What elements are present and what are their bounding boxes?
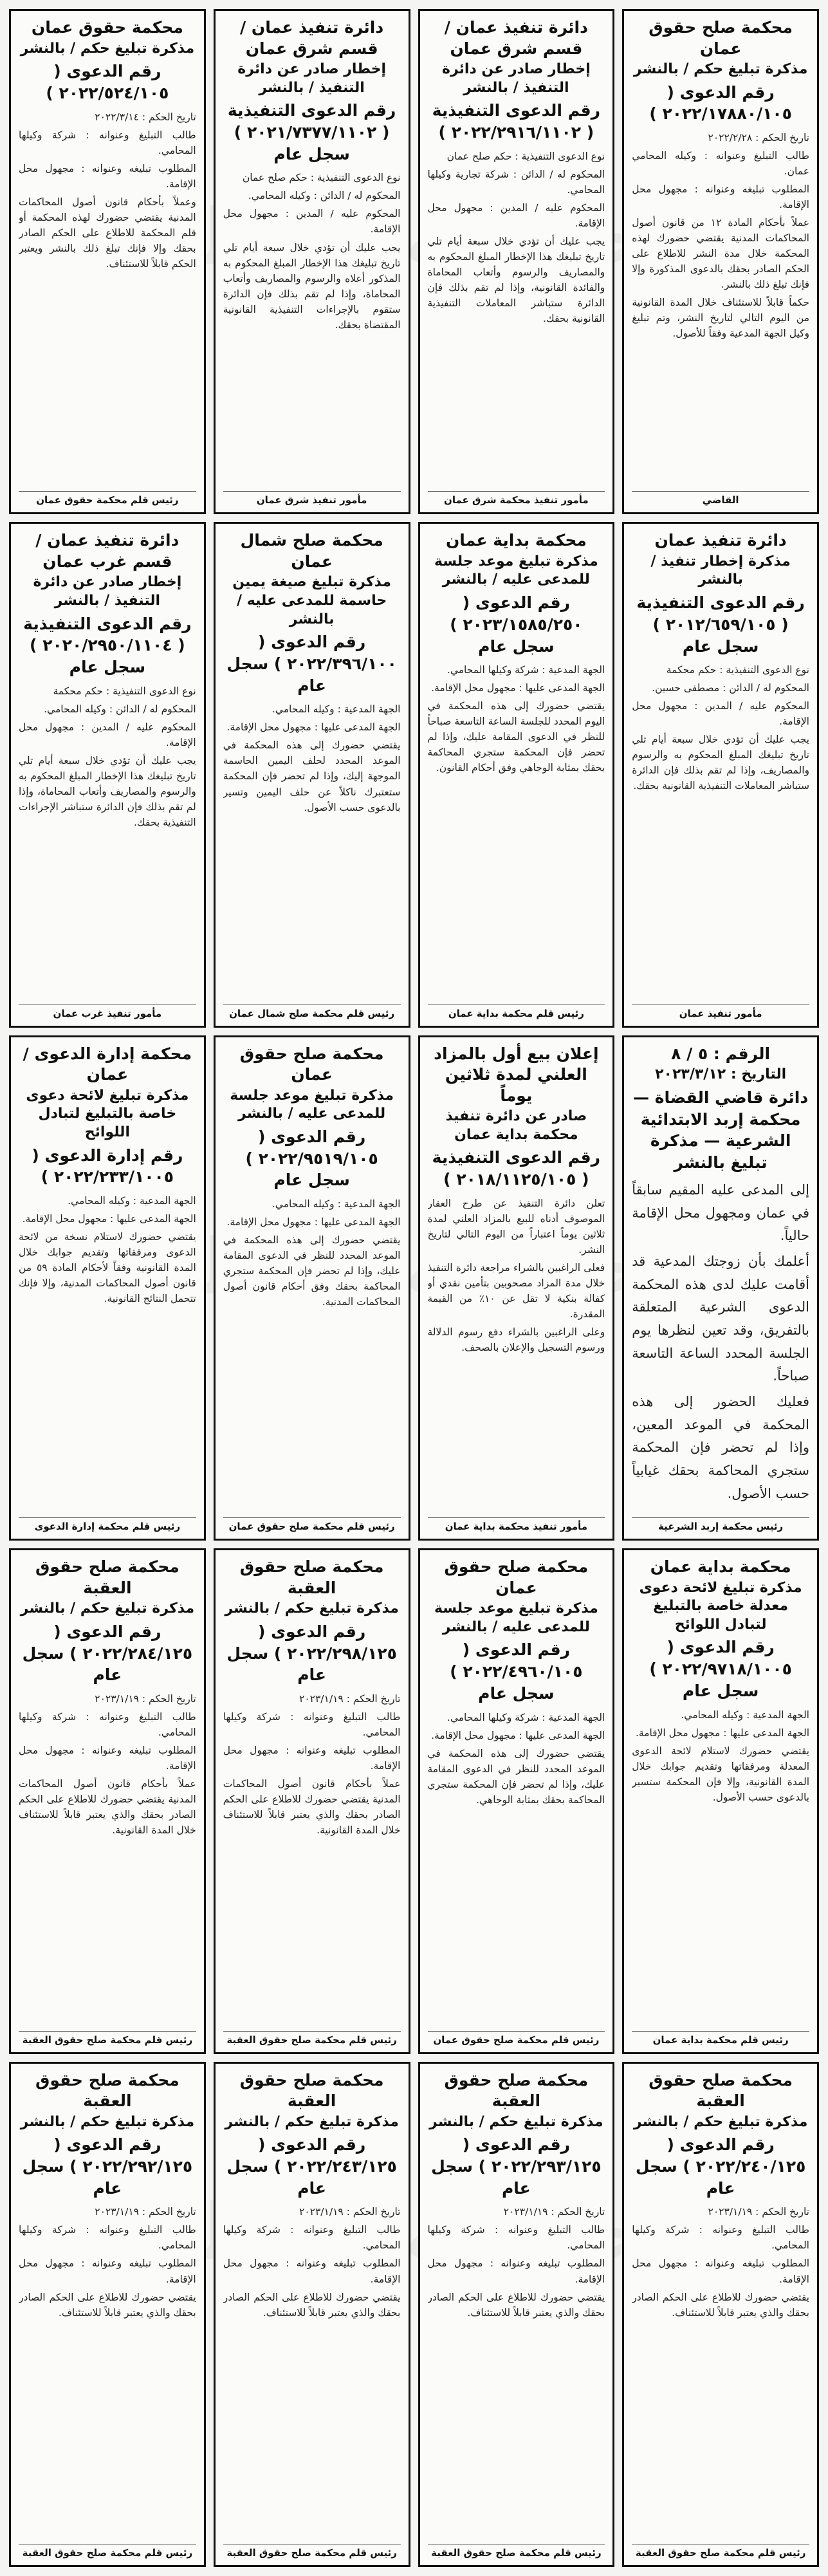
notice-kind: مذكرة تبليغ حكم / بالنشر <box>20 1600 195 1617</box>
notice-paragraph: عملاً بأحكام المادة ١٢ من قانون أصول المحاكمات المدنية يقتضي حضورك لهذه المحكمة خلال مدة النشر للاطلاع على الحكم الصادر بحقك بالدعوى المذكورة وإلا فإنك تبلغ ذلك بالنشر. <box>632 217 809 291</box>
notice-paragraph: تاريخ الحكم : ٢٠٢٣/١/١٩ <box>95 1693 196 1705</box>
notice-paragraph: يجب عليك أن تؤدي خلال سبعة أيام تلي تاريخ تبليغك هذا الإخطار المبلغ المحكوم به والرسوم والمصاريف وأتعاب المحاماة، وإذا لم تقم بذلك فإن الدائرة ستباشر الإجراءات التنفيذية بحقك. <box>19 754 196 828</box>
notice-court: محكمة صلح شمال عمان <box>240 531 383 571</box>
notice-body <box>19 1691 196 2027</box>
notice-case-number: رقم الدعوى ( ٢٠٢٢/٤٩٦٠/١٠٥ ) سجل عام <box>450 1640 583 1703</box>
notice-paragraph: فعلى الراغبين بالشراء مراجعة دائرة التنفيذ خلال مدة المزاد مصحوبين بتأمين نقدي أو كفالة بنكية لا تقل عن ١٠٪ من القيمة المقدرة. <box>427 1262 605 1320</box>
notice-kind: مذكرة تبليغ حكم / بالنشر <box>20 40 195 57</box>
notice-paragraph: طالب التبليغ وعنوانه : شركة وكيلها المحامي. <box>223 1711 401 1739</box>
notice-box <box>9 9 206 514</box>
notice-kind: مذكرة تبليغ صيغة يمين حاسمة للمدعى عليه / بالنشر <box>232 574 392 627</box>
notice-kind: مذكرة تبليغ حكم / بالنشر <box>429 2113 603 2130</box>
notice-kind: مذكرة تبليغ حكم / بالنشر <box>225 1600 399 1617</box>
notice-case-number: رقم الدعوى التنفيذية ( ٢٠١٢/٦٥٩/١٠٥ ) سجل عام <box>636 593 805 656</box>
notice-box <box>622 1035 819 1541</box>
notice-paragraph: المطلوب تبليغه وعنوانه : مجهول محل الإقامة. <box>223 2257 401 2285</box>
notice-paragraph: فعليك الحضور إلى هذه المحكمة في الموعد المعين، وإذا لم تحضر فإن المحكمة ستجري المحاكمة بحقك غيابياً حسب الأصول. <box>632 1394 809 1501</box>
notice-signature: رئيس قلم محكمة صلح حقوق العقبة <box>428 2544 605 2559</box>
notice-signature: مأمور تنفيذ غرب عمان <box>19 1005 196 1019</box>
notice-kind: مذكرة تبليغ حكم / بالنشر <box>633 61 808 77</box>
notice-paragraph: يقتضي حضورك إلى هذه المحكمة في الموعد المحدد للنظر في الدعوى المقامة عليك، وإذا لم تحضر فإن المحكمة ستجري المحاكمة بحقك وفق أحكام قانون أصول المحاكمات المدنية. <box>223 1234 401 1308</box>
notice-case-number: رقم الدعوى التنفيذية ( ٢٠٢٠/٢٩٥٠/١١٠٤ ) سجل عام <box>23 614 192 677</box>
notice-case-number: دائرة قاضي القضاة — محكمة إربد الابتدائية الشرعية — مذكرة تبليغ بالنشر <box>633 1088 809 1172</box>
notice-paragraph: طالب التبليغ وعنوانه : شركة وكيلها المحامي. <box>223 2224 401 2252</box>
notice-case-number: رقم الدعوى ( ٢٠٢٢/١٧٨٨٠/١٠٥ ) <box>649 82 792 124</box>
notice-court: محكمة صلح حقوق العقبة <box>239 1557 384 1597</box>
notice-body <box>632 1179 809 1514</box>
notice-box <box>9 1035 206 1541</box>
notice-box <box>214 2062 410 2567</box>
notice-court: محكمة حقوق عمان <box>31 18 183 37</box>
notice-body <box>19 109 196 488</box>
notice-kind: التاريخ : ٢٠٢٣/٣/١٢ <box>655 1066 787 1083</box>
notice-court: دائرة تنفيذ عمان / قسم شرق عمان <box>240 18 384 58</box>
notice-paragraph: المطلوب تبليغه وعنوانه : مجهول محل الإقامة. <box>427 2257 605 2285</box>
notice-paragraph: يقتضي حضورك للاطلاع على الحكم الصادر بحقك والذي يعتبر قابلاً للاستئناف. <box>223 2291 401 2319</box>
notice-paragraph: يقتضي حضورك للاطلاع على الحكم الصادر بحقك والذي يعتبر قابلاً للاستئناف. <box>19 2291 196 2319</box>
notice-paragraph: تعلن دائرة التنفيذ عن طرح العقار الموصوف أدناه للبيع بالمزاد العلني لمدة ثلاثين يوماً اعتباراً من اليوم التالي لتاريخ النشر. <box>427 1197 605 1256</box>
notice-paragraph: يجب عليك أن تؤدي خلال سبعة أيام تلي تاريخ تبليغك هذا الإخطار المبلغ المحكوم به والمصاريف والرسوم وأتعاب المحاماة والفائدة القانونية، وإذا لم تقم بذلك فإن الدائرة ستباشر المعاملات التنفيذية القانونية بحقك. <box>427 235 605 324</box>
notice-court: محكمة صلح حقوق العقبة <box>444 2070 589 2111</box>
notice-signature: رئيس قلم محكمة إدارة الدعوى <box>19 1517 196 1532</box>
notice-paragraph: المطلوب تبليغه وعنوانه : مجهول محل الإقامة. <box>19 1745 196 1772</box>
notice-paragraph: طالب التبليغ وعنوانه : شركة وكيلها المحامي. <box>632 2224 809 2252</box>
notice-kind: مذكرة تبليغ حكم / بالنشر <box>20 2113 195 2130</box>
notice-body <box>428 1710 605 2027</box>
notice-paragraph: تاريخ الحكم : ٢٠٢٣/١/١٩ <box>95 2206 196 2218</box>
notice-paragraph: عملاً بأحكام قانون أصول المحاكمات المدنية يقتضي حضورك للاطلاع على الحكم الصادر بحقك والذي يعتبر قابلاً للاستئناف خلال المدة القانونية. <box>19 1778 196 1837</box>
notice-box <box>622 9 819 514</box>
notice-kind: مذكرة تبليغ لائحة دعوى خاصة بالتبليغ لتبادل اللوائح <box>26 1087 189 1140</box>
notice-signature: رئيس قلم محكمة صلح حقوق العقبة <box>632 2544 809 2559</box>
notice-paragraph: إلى المدعى عليه المقيم سابقاً في عمان ومجهول محل الإقامة حالياً. <box>632 1181 809 1244</box>
notice-case-number: رقم الدعوى ( ٢٠٢٢/٢٨٤/١٢٥ ) سجل عام <box>22 1622 193 1685</box>
notice-kind: إخطار صادر عن دائرة التنفيذ / بالنشر <box>237 61 387 96</box>
notice-box <box>418 2062 615 2567</box>
notice-kind: إخطار صادر عن دائرة التنفيذ / بالنشر <box>33 574 182 609</box>
notice-court: محكمة إدارة الدعوى / عمان <box>23 1044 192 1084</box>
notice-kind: مذكرة إخطار تنفيذ / بالنشر <box>650 553 791 588</box>
notice-case-number: رقم الدعوى ( ٢٠٢٣/١٥٨٥/٢٥٠ ) سجل عام <box>450 593 583 656</box>
notice-paragraph: تاريخ الحكم : ٢٠٢٣/١/١٩ <box>503 2206 605 2218</box>
notice-signature: مأمور تنفيذ محكمة بداية عمان <box>428 1517 605 1532</box>
notice-paragraph: الجهة المدعى عليها : مجهول محل الإقامة. <box>226 721 401 734</box>
notice-paragraph: المطلوب تبليغه وعنوانه : مجهول محل الإقامة. <box>19 162 196 190</box>
notice-court: محكمة صلح حقوق عمان <box>649 18 793 58</box>
notice-court: إعلان بيع أول بالمزاد العلني لمدة ثلاثين يوماً <box>434 1044 599 1105</box>
notice-body <box>428 1196 605 1514</box>
notice-body <box>19 683 196 1001</box>
notice-body <box>19 2204 196 2540</box>
notice-kind: مذكرة تبليغ لائحة دعوى معدلة خاصة بالتبليغ لتبادل اللوائح <box>639 1579 802 1633</box>
notice-body <box>428 149 605 488</box>
notice-paragraph: يقتضي حضورك للاطلاع على الحكم الصادر بحقك والذي يعتبر قابلاً للاستئناف. <box>427 2291 605 2319</box>
notice-paragraph: المطلوب تبليغه وعنوانه : مجهول محل الإقامة. <box>632 183 809 211</box>
notice-body <box>632 662 809 1000</box>
notice-signature: رئيس قلم محكمة بداية عمان <box>428 1005 605 1019</box>
notice-box <box>9 522 206 1027</box>
notice-paragraph: المحكوم له / الدائن : وكيله المحامي. <box>44 703 196 715</box>
notice-signature: رئيس قلم محكمة صلح حقوق العقبة <box>19 2031 196 2046</box>
notice-case-number: رقم الدعوى ( ٢٠٢٢/٣٩٦/١٠٠ ) سجل عام <box>226 633 397 695</box>
notice-signature: رئيس قلم محكمة صلح حقوق العقبة <box>223 2031 401 2046</box>
notice-paragraph: المحكوم له / الدائن : مصطفى حسين. <box>652 682 809 694</box>
notice-paragraph: تاريخ الحكم : ٢٠٢٣/١/١٩ <box>299 1693 401 1705</box>
notice-kind: إخطار صادر عن دائرة التنفيذ / بالنشر <box>441 61 591 96</box>
notice-paragraph: حكماً قابلاً للاستئناف خلال المدة القانونية من اليوم التالي لتاريخ النشر، وتم تبليغ وكيل الجهة المدعية وفقاً للأصول. <box>632 297 809 340</box>
notice-paragraph: نوع الدعوى التنفيذية : حكم صلح عمان <box>446 150 605 162</box>
notice-court: الرقم : ٥ / ٨ <box>671 1044 771 1063</box>
notice-paragraph: يقتضي حضورك لاستلام لائحة الدعوى المعدلة ومرفقاتها وتقديم جوابك خلال المدة القانونية، وإلا فإن المحكمة ستسير بالدعوى حسب الأصول. <box>632 1745 809 1803</box>
notice-body <box>428 662 605 1000</box>
notice-paragraph: تاريخ الحكم : ٢٠٢٢/٢/٢٨ <box>708 132 809 144</box>
notice-paragraph: الجهة المدعى عليها : مجهول محل الإقامة. <box>431 682 605 694</box>
notice-signature: رئيس قلم محكمة صلح شمال عمان <box>223 1005 401 1019</box>
notice-signature: مأمور تنفيذ شرق عمان <box>223 491 401 506</box>
notice-paragraph: يقتضي حضورك إلى هذه المحكمة في الموعد المحدد للنظر في الدعوى المقامة عليك، وإذا لم تحضر فإن المحكمة ستجري المحاكمة بحقك بمثابة الوجاهي. <box>427 1747 605 1806</box>
notice-paragraph: المحكوم عليه / المدين : مجهول محل الإقامة. <box>632 700 809 728</box>
notice-box <box>214 1548 410 2053</box>
notice-case-number: رقم الدعوى ( ٢٠٢٢/٢٩٨/١٢٥ ) سجل عام <box>226 1622 397 1685</box>
notice-signature: مأمور تنفيذ محكمة شرق عمان <box>428 491 605 506</box>
notice-body <box>632 130 809 487</box>
notice-paragraph: الجهة المدعية : وكيله المحامي. <box>681 1709 809 1721</box>
notice-body <box>19 1193 196 1514</box>
notice-paragraph: طالب التبليغ وعنوانه : شركة وكيلها المحامي. <box>19 129 196 156</box>
notice-kind: مذكرة تبليغ حكم / بالنشر <box>225 2113 399 2130</box>
notice-paragraph: الجهة المدعية : شركة وكيلها المحامي. <box>446 664 605 676</box>
notice-paragraph: وعملاً بأحكام قانون أصول المحاكمات المدنية يقتضي حضورك لهذه المحكمة أو قلم المحكمة للاطلاع على الحكم الصادر بحقك وإلا فإنك تبلغ ذلك بالنشر ويعتبر الحكم قابلاً للاستئناف. <box>19 196 196 270</box>
notice-paragraph: الجهة المدعى عليها : مجهول محل الإقامة. <box>635 1727 809 1739</box>
notice-paragraph: الجهة المدعى عليها : مجهول محل الإقامة. <box>22 1213 196 1225</box>
notice-box <box>418 1035 615 1541</box>
notice-court: محكمة صلح حقوق عمان <box>444 1557 589 1597</box>
notice-court: محكمة صلح حقوق العقبة <box>35 2070 179 2111</box>
notice-case-number: رقم الدعوى التنفيذية ( ٢٠٢٢/٢٩١٦/١١٠٢ ) <box>432 101 601 142</box>
notice-box <box>418 522 615 1027</box>
notice-paragraph: يقتضي حضورك إلى هذه المحكمة في الموعد المحدد لحلف اليمين الحاسمة الموجهة إليك، وإذا لم تحضر فإن المحكمة ستعتبرك ناكلاً عن حلف اليمين وتسير بالدعوى حسب الأصول. <box>223 739 401 813</box>
notice-paragraph: تاريخ الحكم : ٢٠٢٣/١/١٩ <box>299 2206 401 2218</box>
notice-body <box>223 2204 401 2540</box>
notice-paragraph: تاريخ الحكم : ٢٠٢٢/٣/١٤ <box>95 111 196 123</box>
notice-case-number: رقم الدعوى ( ٢٠٢٢/٩٧١٨/١٠٠٥ ) سجل عام <box>649 1638 792 1700</box>
notices-grid <box>9 9 819 2567</box>
notice-signature: رئيس قلم محكمة حقوق عمان <box>19 491 196 506</box>
notice-box <box>214 1035 410 1541</box>
notice-paragraph: طالب التبليغ وعنوانه : وكيله المحامي عمان. <box>632 150 809 178</box>
notice-kind: مذكرة تبليغ حكم / بالنشر <box>633 2113 808 2130</box>
notice-kind: صادر عن دائرة تنفيذ محكمة بداية عمان <box>445 1108 587 1143</box>
notice-court: دائرة تنفيذ عمان / قسم شرق عمان <box>444 18 588 58</box>
notice-body <box>223 701 401 1000</box>
notice-paragraph: الجهة المدعية : وكيله المحامي. <box>271 1198 401 1210</box>
notice-paragraph: نوع الدعوى التنفيذية : حكم محكمة <box>53 685 196 697</box>
notice-paragraph: المطلوب تبليغه وعنوانه : مجهول محل الإقامة. <box>223 1745 401 1772</box>
notice-paragraph: المحكوم عليه / المدين : مجهول محل الإقامة. <box>223 208 401 236</box>
notice-signature: رئيس قلم محكمة بداية عمان <box>632 2031 809 2046</box>
notice-paragraph: الجهة المدعى عليها : مجهول محل الإقامة. <box>431 1729 605 1741</box>
notice-box <box>214 9 410 514</box>
notice-paragraph: طالب التبليغ وعنوانه : شركة وكيلها المحامي. <box>19 2224 196 2252</box>
notice-box <box>622 2062 819 2567</box>
notice-paragraph: الجهة المدعية : وكيله المحامي. <box>271 703 401 716</box>
notice-paragraph: يجب عليك أن تؤدي خلال سبعة أيام تلي تاريخ تبليغك المبلغ المحكوم به والرسوم والمصاريف، وإذا لم تقم بذلك فإن الدائرة ستباشر المعاملات التنفيذية القانونية بحقك. <box>632 734 809 792</box>
notice-body <box>428 2204 605 2540</box>
notice-box <box>622 522 819 1027</box>
notice-paragraph: المطلوب تبليغه وعنوانه : مجهول محل الإقامة. <box>632 2257 809 2285</box>
notice-signature: القاضي <box>632 491 809 506</box>
notice-box <box>9 2062 206 2567</box>
notice-paragraph: يقتضي حضورك للاطلاع على الحكم الصادر بحقك والذي يعتبر قابلاً للاستئناف. <box>632 2291 809 2319</box>
notice-paragraph: طالب التبليغ وعنوانه : شركة وكيلها المحامي. <box>19 1711 196 1739</box>
notice-paragraph: عملاً بأحكام قانون أصول المحاكمات المدنية يقتضي حضورك للاطلاع على الحكم الصادر بحقك والذي يعتبر قابلاً للاستئناف خلال المدة القانونية. <box>223 1778 401 1837</box>
notice-signature: رئيس قلم محكمة صلح حقوق العقبة <box>223 2544 401 2559</box>
notice-box <box>214 522 410 1027</box>
notice-kind: مذكرة تبليغ موعد جلسة للمدعى عليه / بالنشر <box>230 1087 394 1122</box>
notice-paragraph: أعلمك بأن زوجتك المدعية قد أقامت عليك لدى هذه المحكمة الدعوى الشرعية المتعلقة بالتفريق، وقد تعين لنظرها يوم الجلسة المحدد الساعة التاسعة صباحاً. <box>632 1253 809 1384</box>
notice-court: دائرة تنفيذ عمان / قسم غرب عمان <box>35 531 179 571</box>
notice-signature: رئيس قلم محكمة صلح حقوق عمان <box>428 2031 605 2046</box>
notice-court: محكمة بداية عمان <box>445 531 587 550</box>
notice-paragraph: يجب عليك أن تؤدي خلال سبعة أيام تلي تاريخ تبليغك هذا الإخطار المبلغ المحكوم به المذكور أعلاه والرسوم والمصاريف وأتعاب المحاماة، وإذا لم تقم بذلك فإن الدائرة ستقوم بالإجراءات التنفيذية القانونية المقتضاة بحقك. <box>223 241 401 331</box>
notice-paragraph: يقتضي حضورك إلى هذه المحكمة في اليوم المحدد للجلسة الساعة التاسعة صباحاً للنظر في الدعوى المقامة عليك، وإذا لم تحضر فإن المحكمة ستجري المحاكمة بحقك بمثابة الوجاهي وفق أحكام القانون. <box>427 700 605 774</box>
notice-court: دائرة تنفيذ عمان <box>654 531 787 550</box>
notice-paragraph: المحكوم عليه / المدين : مجهول محل الإقامة. <box>19 721 196 748</box>
notice-signature: رئيس قلم محكمة صلح حقوق عمان <box>223 1517 401 1532</box>
notice-case-number: رقم الدعوى ( ٢٠٢٢/٢٩٢/١٢٥ ) سجل عام <box>22 2135 193 2198</box>
notice-paragraph: تاريخ الحكم : ٢٠٢٣/١/١٩ <box>708 2206 809 2218</box>
notice-paragraph: وعلى الراغبين بالشراء دفع رسوم الدلالة ورسوم التسجيل والإعلان بالصحف. <box>427 1326 605 1354</box>
notice-court: محكمة صلح حقوق العقبة <box>239 2070 384 2111</box>
notice-court: محكمة صلح حقوق عمان <box>239 1044 384 1084</box>
notice-paragraph: المطلوب تبليغه وعنوانه : مجهول محل الإقامة. <box>19 2257 196 2285</box>
notice-body <box>632 1707 809 2027</box>
notice-paragraph: يقتضي حضورك لاستلام نسخة من لائحة الدعوى ومرفقاتها وتقديم جوابك خلال المدة القانونية وفقاً لأحكام المادة ٥٩ من قانون أصول المحاكمات المدنية، وإلا فإنك تتحمل النتائج القانونية. <box>19 1231 196 1305</box>
notice-kind: مذكرة تبليغ موعد جلسة للمدعى عليه / بالنشر <box>434 1600 598 1635</box>
notice-case-number: رقم الدعوى التنفيذية ( ٢٠١٨/١١٢٥/١٠٥ ) <box>432 1148 601 1189</box>
notice-court: محكمة صلح حقوق العقبة <box>35 1557 179 1597</box>
notice-paragraph: المحكوم له / الدائن : وكيله المحامي. <box>248 190 401 202</box>
notice-court: محكمة صلح حقوق العقبة <box>649 2070 793 2111</box>
notice-case-number: رقم الدعوى ( ٢٠٢٢/٩٥١٩/١٠٥ ) سجل عام <box>245 1127 378 1190</box>
notice-body <box>223 170 401 487</box>
notice-case-number: رقم الدعوى التنفيذية ( ٢٠٢١/٧٣٧٧/١١٠٢ ) سجل عام <box>227 101 396 163</box>
notice-body <box>632 2204 809 2540</box>
notice-case-number: رقم الدعوى ( ٢٠٢٢/٢٩٣/١٢٥ ) سجل عام <box>431 2135 602 2198</box>
notice-paragraph: نوع الدعوى التنفيذية : حكم صلح عمان <box>242 172 401 184</box>
notice-signature: رئيس محكمة إربد الشرعية <box>632 1517 809 1532</box>
notice-body <box>223 1196 401 1514</box>
notice-signature: مأمور تنفيذ عمان <box>632 1005 809 1019</box>
notice-paragraph: المحكوم له / الدائن : شركة تجارية وكيلها المحامي. <box>427 168 605 196</box>
notice-box <box>418 1548 615 2053</box>
notice-paragraph: طالب التبليغ وعنوانه : شركة وكيلها المحامي. <box>427 2224 605 2252</box>
notice-kind: مذكرة تبليغ موعد جلسة للمدعى عليه / بالنشر <box>434 553 598 588</box>
notice-paragraph: المحكوم عليه / المدين : مجهول محل الإقامة. <box>427 201 605 229</box>
notice-body <box>223 1691 401 2027</box>
notice-court: محكمة بداية عمان <box>650 1557 791 1577</box>
notice-box <box>9 1548 206 2053</box>
notice-box <box>622 1548 819 2053</box>
notice-paragraph: الجهة المدعية : شركة وكيلها المحامي. <box>446 1711 605 1723</box>
notice-paragraph: الجهة المدعى عليها : مجهول محل الإقامة. <box>226 1216 401 1228</box>
notice-case-number: رقم الدعوى ( ٢٠٢٢/٥٢٤/١٠٥ ) <box>46 62 169 102</box>
notice-case-number: رقم إدارة الدعوى ( ٢٠٢٢/٢٣٣/١٠٠٥ ) <box>32 1145 183 1187</box>
notice-signature: رئيس قلم محكمة صلح حقوق العقبة <box>19 2544 196 2559</box>
notice-paragraph: نوع الدعوى التنفيذية : حكم محكمة <box>666 664 809 676</box>
notice-paragraph: الجهة المدعية : وكيله المحامي. <box>68 1195 196 1207</box>
notice-case-number: رقم الدعوى ( ٢٠٢٢/٢٤٣/١٢٥ ) سجل عام <box>226 2135 397 2198</box>
notice-box <box>418 9 615 514</box>
notice-case-number: رقم الدعوى ( ٢٠٢٢/٢٤٠/١٢٥ ) سجل عام <box>635 2135 806 2198</box>
